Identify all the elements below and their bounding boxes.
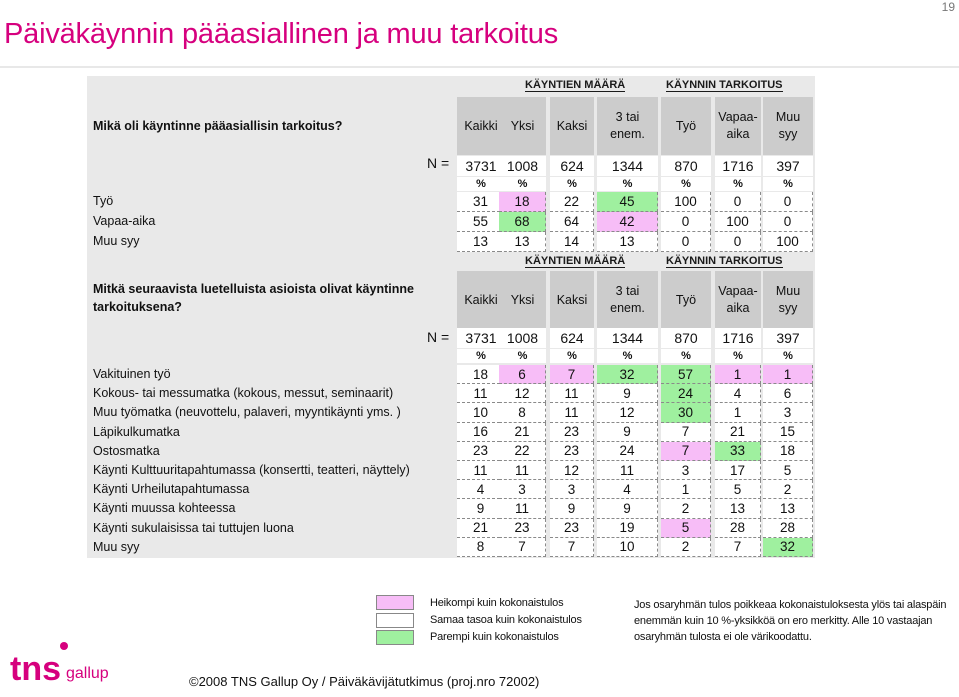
table-cell: 11 — [457, 384, 505, 403]
n-value: 624 — [550, 328, 594, 348]
table-cell: 9 — [597, 423, 658, 442]
table-cell: 23 — [457, 442, 505, 461]
n-value: 3731 — [457, 156, 505, 176]
legend-swatch-better — [376, 630, 414, 645]
table-cell: 1 — [763, 365, 813, 384]
row-label: Muu työmatka (neuvottelu, palaveri, myyntikäynti yms. ) — [93, 405, 401, 420]
percent-symbol: % — [715, 349, 761, 363]
table-cell: 23 — [550, 423, 594, 442]
question-visit-reasons: Mitkä seuraavista luetelluista asioista olivat käyntinne tarkoituksena? — [93, 282, 414, 314]
table-cell: 32 — [763, 538, 813, 557]
table-cell: 0 — [661, 212, 711, 232]
percent-symbol: % — [763, 349, 813, 363]
table-cell: 9 — [597, 384, 658, 403]
table-cell: 64 — [550, 212, 594, 232]
table-cell: 42 — [597, 212, 658, 232]
table-cell: 5 — [661, 519, 711, 538]
table-cell: 3 — [661, 461, 711, 480]
table-cell: 11 — [499, 461, 546, 480]
table-cell: 19 — [597, 519, 658, 538]
table-cell: 9 — [597, 499, 658, 518]
column-header: Yksi — [499, 97, 546, 155]
table-cell: 0 — [715, 192, 761, 212]
highlight-note: Jos osaryhmän tulos poikkeaa kokonaistuloksesta ylös tai alaspäin enemmän kuin 10 %-yksikköä on ero merkitty. Alle 10 vastaajan osaryhmän tulosta ei ole värikoodattu. — [634, 599, 947, 643]
row-label: Käynti sukulaisissa tai tuttujen luona — [93, 520, 294, 535]
table-cell: 2 — [763, 480, 813, 499]
n-value: 1008 — [499, 328, 546, 348]
table-main-purpose — [87, 76, 815, 252]
table-cell: 13 — [457, 232, 505, 252]
legend-label-better: Parempi kuin kokonaistulos — [430, 631, 559, 643]
column-header: Vapaa- aika — [715, 271, 761, 329]
table-cell: 55 — [457, 212, 505, 232]
table-cell: 13 — [715, 499, 761, 518]
logo-text-main: tns — [10, 650, 61, 688]
row-label: Vapaa-aika — [93, 214, 156, 228]
table-cell: 3 — [499, 480, 546, 499]
row-label: Läpikulkumatka — [93, 424, 180, 439]
table-cell: 57 — [661, 365, 711, 384]
row-label: Muu syy — [93, 539, 140, 554]
percent-symbol: % — [457, 349, 505, 363]
n-label: N = — [427, 329, 450, 345]
table-cell: 24 — [661, 384, 711, 403]
row-label: Vakituinen työ — [93, 367, 171, 381]
row-label: Kokous- tai messumatka (kokous, messut, seminaarit) — [93, 386, 394, 401]
percent-symbol: % — [499, 349, 546, 363]
percent-symbol: % — [499, 177, 546, 191]
table-visit-reasons — [87, 252, 815, 558]
table-cell: 10 — [597, 538, 658, 557]
column-header: Kaksi — [550, 97, 594, 155]
table-cell: 31 — [457, 192, 505, 212]
table-cell: 18 — [763, 442, 813, 461]
group-label-visit-count: KÄYNTIEN MÄÄRÄ — [525, 255, 626, 267]
table-cell: 0 — [763, 192, 813, 212]
row-label: Työ — [93, 194, 114, 208]
table-cell: 21 — [715, 423, 761, 442]
table-cell: 7 — [499, 538, 546, 557]
row-label: Muu syy — [93, 234, 140, 248]
table-cell: 1 — [715, 365, 761, 384]
page-number: 19 — [941, 0, 955, 14]
table-cell: 15 — [763, 423, 813, 442]
table-cell: 0 — [763, 212, 813, 232]
table-cell: 9 — [457, 499, 505, 518]
table-cell: 22 — [550, 192, 594, 212]
row-label: Ostosmatka — [93, 443, 160, 458]
table-cell: 6 — [763, 384, 813, 403]
table-cell: 100 — [661, 192, 711, 212]
legend-swatch-weaker — [376, 595, 414, 610]
table-cell: 8 — [499, 403, 546, 422]
column-header: Muu syy — [763, 97, 813, 155]
legend-swatch-same — [376, 613, 414, 628]
table-cell: 32 — [597, 365, 658, 384]
n-value: 1716 — [715, 156, 761, 176]
percent-symbol: % — [763, 177, 813, 191]
table-cell: 16 — [457, 423, 505, 442]
column-header: Vapaa- aika — [715, 97, 761, 155]
group-label-visit-purpose: KÄYNNIN TARKOITUS — [666, 79, 783, 91]
table-cell: 12 — [550, 461, 594, 480]
table-cell: 14 — [550, 232, 594, 252]
footer-copyright: ©2008 TNS Gallup Oy / Päiväkävijätutkimus (proj.nro 72002) — [189, 674, 540, 689]
percent-symbol: % — [550, 177, 594, 191]
table-cell: 7 — [661, 442, 711, 461]
table-cell: 100 — [763, 232, 813, 252]
table-cell: 45 — [597, 192, 658, 212]
percent-symbol: % — [550, 349, 594, 363]
row-label: Käynti Urheilutapahtumassa — [93, 482, 250, 497]
table-cell: 12 — [499, 384, 546, 403]
legend-label-same: Samaa tasoa kuin kokonaistulos — [430, 614, 582, 626]
table-cell: 28 — [763, 519, 813, 538]
table-cell: 18 — [499, 192, 546, 212]
table-cell: 30 — [661, 403, 711, 422]
n-value: 870 — [661, 328, 711, 348]
column-header: Työ — [661, 97, 711, 155]
table-cell: 9 — [550, 499, 594, 518]
table-cell: 33 — [715, 442, 761, 461]
table-cell: 21 — [457, 519, 505, 538]
n-label: N = — [427, 155, 450, 171]
table-cell: 7 — [550, 538, 594, 557]
table-cell: 8 — [457, 538, 505, 557]
column-header: Kaksi — [550, 271, 594, 329]
row-label: Käynti Kulttuuritapahtumassa (konsertti, teatteri, näyttely) — [93, 463, 410, 477]
table-cell: 23 — [550, 519, 594, 538]
table-cell: 7 — [661, 423, 711, 442]
table-cell: 4 — [715, 384, 761, 403]
table-cell: 21 — [499, 423, 546, 442]
table-cell: 3 — [763, 403, 813, 422]
table-cell: 3 — [550, 480, 594, 499]
question-main-purpose: Mikä oli käyntinne pääasiallisin tarkoitus? — [93, 119, 343, 133]
group-label-visit-count: KÄYNTIEN MÄÄRÄ — [525, 79, 626, 91]
page-title: Päiväkäynnin pääasiallinen ja muu tarkoitus — [4, 18, 559, 50]
table-cell: 13 — [499, 232, 546, 252]
n-value: 870 — [661, 156, 711, 176]
table-cell: 7 — [550, 365, 594, 384]
table-cell: 2 — [661, 499, 711, 518]
table-cell: 0 — [715, 232, 761, 252]
table-cell: 5 — [763, 461, 813, 480]
table-cell: 11 — [597, 461, 658, 480]
legend-label-weaker: Heikompi kuin kokonaistulos — [430, 597, 564, 609]
n-value: 397 — [763, 156, 813, 176]
table-cell: 5 — [715, 480, 761, 499]
n-value: 397 — [763, 328, 813, 348]
n-value: 624 — [550, 156, 594, 176]
table-cell: 7 — [715, 538, 761, 557]
n-value: 1344 — [597, 328, 658, 348]
table-cell: 11 — [550, 403, 594, 422]
title-divider — [0, 66, 959, 68]
percent-symbol: % — [457, 177, 505, 191]
row-label: Käynti muussa kohteessa — [93, 501, 236, 516]
table-cell: 23 — [550, 442, 594, 461]
column-header: Työ — [661, 271, 711, 329]
table-cell: 0 — [661, 232, 711, 252]
table-cell: 100 — [715, 212, 761, 232]
table-cell: 2 — [661, 538, 711, 557]
column-header: Kaikki — [457, 97, 505, 155]
column-header: Muu syy — [763, 271, 813, 329]
n-value: 1716 — [715, 328, 761, 348]
group-label-visit-purpose: KÄYNNIN TARKOITUS — [666, 255, 783, 267]
table-cell: 4 — [597, 480, 658, 499]
logo-text-sub: gallup — [66, 665, 108, 682]
table-cell: 24 — [597, 442, 658, 461]
percent-symbol: % — [597, 349, 658, 363]
table-cell: 10 — [457, 403, 505, 422]
table-cell: 11 — [550, 384, 594, 403]
table-cell: 68 — [499, 212, 546, 232]
column-header: Yksi — [499, 271, 546, 329]
table-cell: 22 — [499, 442, 546, 461]
table-cell: 6 — [499, 365, 546, 384]
table-cell: 1 — [715, 403, 761, 422]
percent-symbol: % — [597, 177, 658, 191]
n-value: 1008 — [499, 156, 546, 176]
table-cell: 13 — [597, 232, 658, 252]
column-header: 3 tai enem. — [597, 97, 658, 155]
n-value: 3731 — [457, 328, 505, 348]
table-cell: 28 — [715, 519, 761, 538]
table-cell: 12 — [597, 403, 658, 422]
n-value: 1344 — [597, 156, 658, 176]
percent-symbol: % — [661, 349, 711, 363]
percent-symbol: % — [661, 177, 711, 191]
table-cell: 18 — [457, 365, 505, 384]
table-cell: 17 — [715, 461, 761, 480]
table-cell: 4 — [457, 480, 505, 499]
tns-gallup-logo-icon — [8, 640, 108, 692]
column-header: 3 tai enem. — [597, 271, 658, 329]
table-cell: 23 — [499, 519, 546, 538]
column-header: Kaikki — [457, 271, 505, 329]
table-cell: 13 — [763, 499, 813, 518]
table-cell: 1 — [661, 480, 711, 499]
table-cell: 11 — [457, 461, 505, 480]
percent-symbol: % — [715, 177, 761, 191]
table-cell: 11 — [499, 499, 546, 518]
